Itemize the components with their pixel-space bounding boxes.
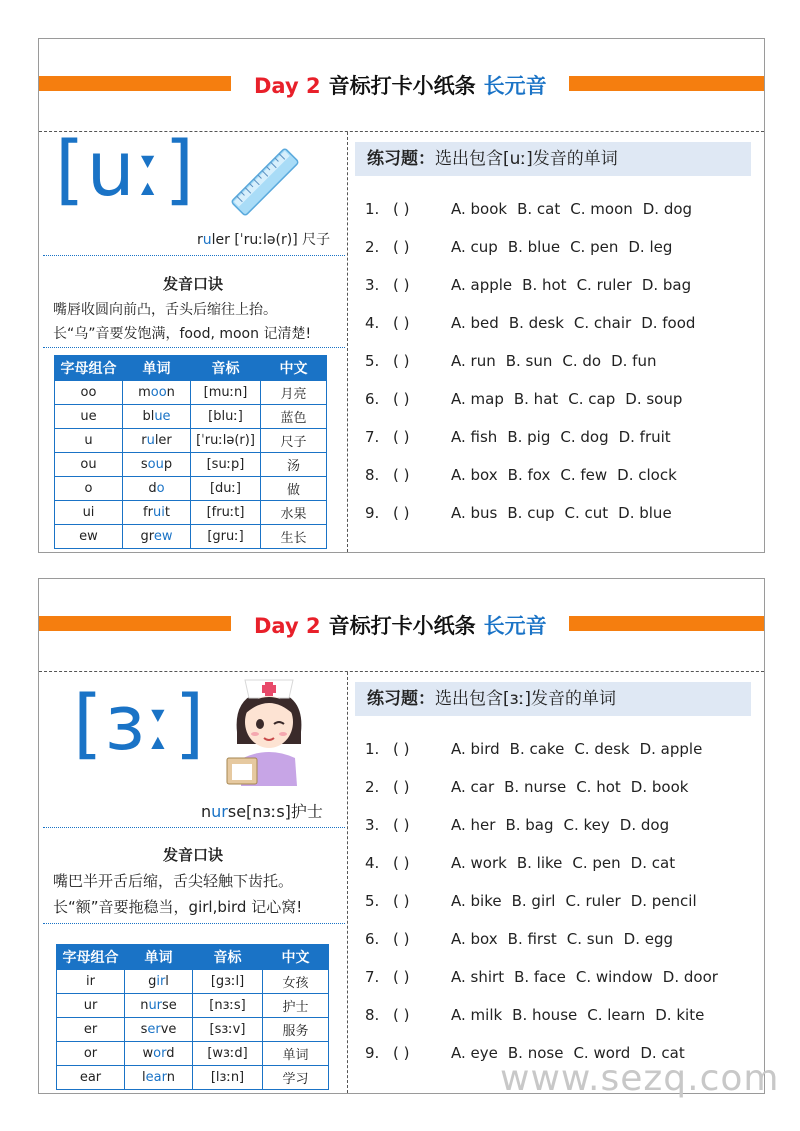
- card-title: [254, 610, 547, 638]
- table-row: ur nurse [nɜːs] 护士: [57, 994, 329, 1018]
- phonics-card-er: [38, 578, 765, 1094]
- title-main: 音标打卡小纸条: [328, 74, 476, 98]
- header-bar-left: [39, 616, 231, 631]
- koujue-line: 长“额”音要拖稳当，girl,bird 记心窝!: [53, 898, 303, 916]
- title-main: 音标打卡小纸条: [328, 614, 476, 638]
- question-item: 5. ( ) A. bike B. girl C. ruler D. pencil: [365, 892, 697, 910]
- table-row: ear learn [lɜːn] 学习: [57, 1066, 329, 1090]
- column-header: 单词: [125, 945, 193, 970]
- question-item: 6. ( ) A. box B. first C. sun D. egg: [365, 930, 673, 948]
- phonics-card-uu: [38, 38, 765, 553]
- divider-horizontal: [39, 671, 764, 672]
- ipa-symbol: [uː]: [55, 124, 197, 213]
- header-bar-right: [569, 616, 764, 631]
- question-item: 3. ( ) A. her B. bag C. key D. dog: [365, 816, 670, 834]
- question-item: 8. ( ) A. milk B. house C. learn D. kite: [365, 1006, 705, 1024]
- table-row: ir girl [gɜːl] 女孩: [57, 970, 329, 994]
- phonics-table: [56, 944, 329, 1090]
- example-word-caption: nurse[nɜːs]护士: [201, 802, 323, 821]
- table-header-row: [57, 945, 329, 970]
- example-word-caption: ruler [ˈruːlə(r)] 尺子: [197, 232, 331, 248]
- koujue-heading: 发音口诀: [162, 846, 223, 864]
- table-row: u ruler [ˈruːlə(r)] 尺子: [55, 429, 327, 453]
- table-row: ew grew [gruː] 生长: [55, 525, 327, 549]
- column-header: 单词: [123, 356, 191, 381]
- title-day: Day 2: [254, 614, 321, 638]
- dotted-separator: [43, 827, 345, 828]
- divider-vertical: [347, 672, 348, 1093]
- nurse-icon: [215, 674, 323, 786]
- ipa-symbol: [ɜː]: [73, 678, 207, 767]
- question-item: 2. ( ) A. cup B. blue C. pen D. leg: [365, 238, 673, 256]
- question-item: 1. ( ) A. book B. cat C. moon D. dog: [365, 200, 693, 218]
- koujue-heading: 发音口诀: [162, 275, 223, 293]
- question-item: 9. ( ) A. bus B. cup C. cut D. blue: [365, 504, 672, 522]
- question-item: 6. ( ) A. map B. hat C. cap D. soup: [365, 390, 683, 408]
- dotted-separator: [43, 923, 345, 924]
- question-item: 7. ( ) A. fish B. pig C. dog D. fruit: [365, 428, 671, 446]
- dotted-separator: [43, 347, 345, 348]
- watermark: www.sezq.com: [500, 1058, 780, 1099]
- title-sub: 长元音: [483, 74, 547, 98]
- koujue-line: 嘴巴半开舌后缩，舌尖轻触下齿托。: [53, 872, 294, 890]
- title-sub: 长元音: [483, 614, 547, 638]
- table-row: o do [duː] 做: [55, 477, 327, 501]
- column-header: 中文: [263, 945, 329, 970]
- title-day: Day 2: [254, 74, 321, 98]
- question-item: 3. ( ) A. apple B. hot C. ruler D. bag: [365, 276, 692, 294]
- koujue-line: 嘴唇收圆向前凸，舌头后缩往上抬。: [53, 302, 277, 318]
- question-item: 8. ( ) A. box B. fox C. few D. clock: [365, 466, 677, 484]
- question-item: 1. ( ) A. bird B. cake C. desk D. apple: [365, 740, 703, 758]
- question-item: 2. ( ) A. car B. nurse C. hot D. book: [365, 778, 689, 796]
- table-row: ue blue [bluː] 蓝色: [55, 405, 327, 429]
- header-bar-left: [39, 76, 231, 91]
- phonics-table: [54, 355, 327, 549]
- exercise-heading: 练习题：选出包含[ɜː]发音的单词: [355, 682, 751, 716]
- header-bar-right: [569, 76, 764, 91]
- exercise-heading: 练习题：选出包含[uː]发音的单词: [355, 142, 751, 176]
- question-item: 7. ( ) A. shirt B. face C. window D. door: [365, 968, 718, 986]
- koujue-line: 长“乌”音要发饱满，food, moon 记清楚!: [53, 326, 312, 342]
- table-row: oo moon [muːn] 月亮: [55, 381, 327, 405]
- table-row: ou soup [suːp] 汤: [55, 453, 327, 477]
- column-header: 音标: [193, 945, 263, 970]
- column-header: 字母组合: [57, 945, 125, 970]
- question-item: 4. ( ) A. work B. like C. pen D. cat: [365, 854, 676, 872]
- table-row: er serve [sɜːv] 服务: [57, 1018, 329, 1042]
- column-header: 中文: [261, 356, 327, 381]
- question-item: 5. ( ) A. run B. sun C. do D. fun: [365, 352, 657, 370]
- dotted-separator: [43, 255, 345, 256]
- table-header-row: [55, 356, 327, 381]
- question-item: 4. ( ) A. bed B. desk C. chair D. food: [365, 314, 696, 332]
- table-row: or word [wɜːd] 单词: [57, 1042, 329, 1066]
- question-item: 9. ( ) A. eye B. nose C. word D. cat: [365, 1044, 685, 1062]
- table-row: ui fruit [fruːt] 水果: [55, 501, 327, 525]
- column-header: 音标: [191, 356, 261, 381]
- divider-vertical: [347, 132, 348, 552]
- ruler-icon: [227, 144, 303, 220]
- card-title: [254, 70, 547, 98]
- column-header: 字母组合: [55, 356, 123, 381]
